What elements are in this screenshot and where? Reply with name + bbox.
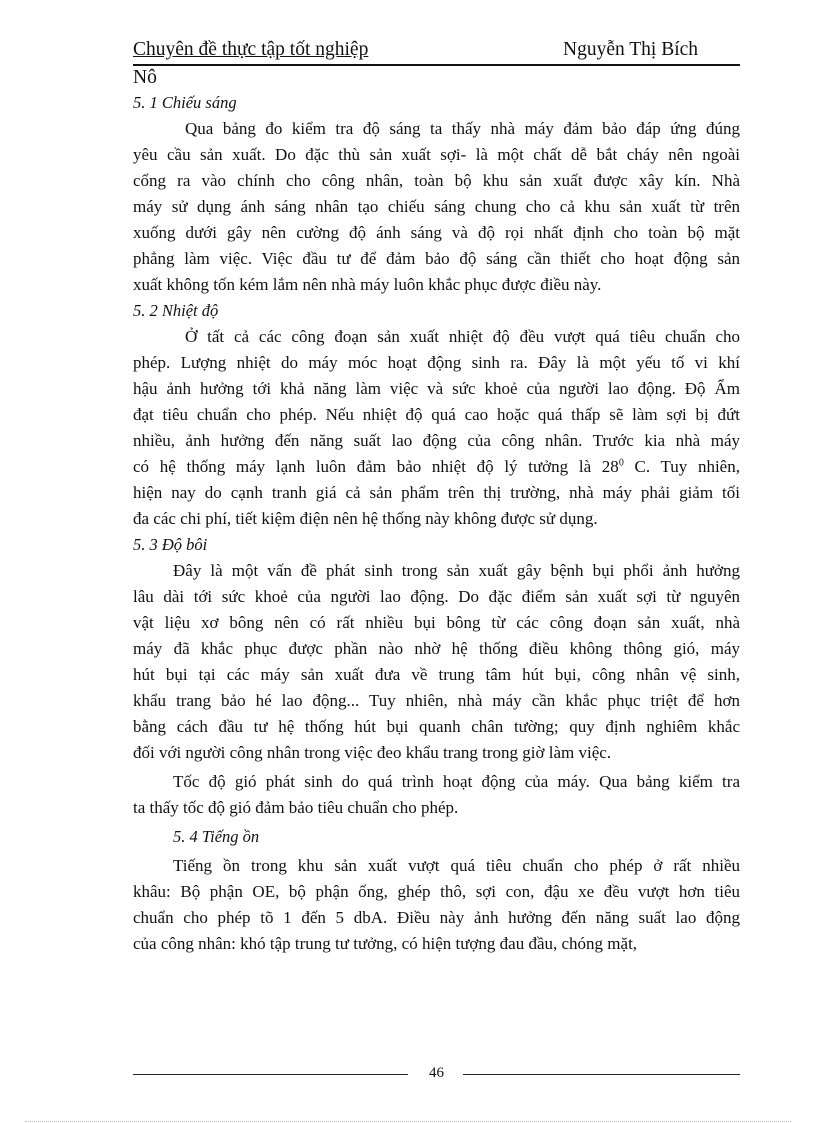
page-number: 46 — [429, 1065, 444, 1081]
text-line: của công nhân: khó tập trung tư tưởng, có hiện tượng đau đầu, chóng mặt, — [133, 934, 638, 953]
text-line: đạt tiêu chuẩn cho phép. Nếu nhiệt độ quá cao hoặc quá thấp sẽ làm sợi bị đứt — [133, 405, 740, 424]
text-line: nhiều, ảnh hưởng đến năng suất lao động của công nhân. Trước kia nhà máy — [133, 431, 740, 450]
text-line: phép. Lượng nhiệt do máy móc hoạt động sinh ra. Đây là một yếu tố vi khí — [133, 353, 740, 372]
header-author: Nguyễn Thị Bích — [563, 39, 699, 60]
text-line: Đây là một vấn đề phát sinh trong sản xuất gây bệnh bụi phổi ảnh hưởng — [173, 561, 740, 580]
text-line: ta thấy tốc độ gió đảm bảo tiêu chuẩn cho phép. — [133, 798, 459, 817]
paragraph-wind-speed — [133, 769, 740, 821]
text-line: chuẩn cho phép tõ 1 đến 5 dbA. Điều này ảnh hưởng đến năng suất lao động — [133, 908, 740, 927]
text-line: Ở tất cả các công đoạn sản xuất nhiệt độ đều vượt quá tiêu chuẩn cho — [185, 327, 740, 346]
text-line: xuất không tốn kém lắm nên nhà máy luôn khắc phục được điều này. — [133, 275, 602, 294]
text-line: vật liệu xơ bông nên có rất nhiều bụi bông từ các công đoạn sản xuất, nhà — [133, 613, 740, 632]
page-header — [133, 38, 740, 90]
section-heading-temperature: 5. 2 Nhiệt độ — [133, 301, 219, 320]
text-segment: có hệ thống máy lạnh luôn đảm bảo nhiệt độ lý tưởng là 28 — [133, 457, 619, 476]
text-line: bằng cách đầu tư hệ thống hút bụi quanh chân tường; quy định nghiêm khắc — [133, 717, 740, 736]
text-line: cổng ra vào chính cho công nhân, toàn bộ khu sản xuất được xây kín. Nhà — [133, 171, 740, 190]
section-heading-lighting: 5. 1 Chiếu sáng — [133, 93, 237, 112]
section-heading-dust: 5. 3 Độ bôi — [133, 535, 208, 554]
text-line: máy đã khắc phục được phần nào nhờ hệ thống điều không thông gió, máy — [133, 639, 740, 658]
paragraph-temperature — [133, 324, 740, 532]
text-line: lâu dài tới sức khoẻ của người lao động. Do đặc điểm sản xuất sợi từ nguyên — [133, 587, 740, 606]
text-line: yêu cầu sản xuất. Do đặc thù sản xuất sợi- là một chất dễ bắt cháy nên ngoài — [133, 145, 740, 164]
text-line: đa các chi phí, tiết kiệm điện nên hệ thống này không được sử dụng. — [133, 509, 598, 528]
header-title: Chuyên đề thực tập tốt nghiệp — [133, 39, 369, 60]
page-footer — [133, 1065, 740, 1085]
footer-rule-right — [463, 1074, 740, 1075]
text-line: máy sử dụng ánh sáng nhân tạo chiếu sáng chung cho cả khu sản xuất từ trên — [133, 197, 740, 216]
text-line: phẳng làm việc. Việc đầu tư để đảm bảo độ sáng cần thiết cho hoạt động sản — [133, 249, 740, 268]
document-body — [133, 90, 740, 957]
text-line: Tốc độ gió phát sinh do quá trình hoạt động của máy. Qua bảng kiểm tra — [173, 772, 740, 791]
text-line: hiện nay do cạnh tranh giá cả sản phẩm trên thị trường, nhà máy phải giảm tối — [133, 483, 740, 502]
paragraph-lighting — [133, 116, 740, 298]
paragraph-noise — [133, 853, 740, 957]
paragraph-dust — [133, 558, 740, 766]
superscript-degree: 0 — [618, 457, 624, 469]
text-line-with-superscript — [133, 454, 740, 480]
text-line: hút bụi tại các máy sản xuất đưa về trung tâm hút bụi, công nhân vệ sinh, — [133, 665, 740, 684]
header-author-continuation: Nô — [133, 67, 157, 88]
text-line: xuống dưới gây nên cường độ ánh sáng và độ rọi nhất định cho toàn bộ mặt — [133, 223, 740, 242]
text-segment: C. Tuy nhiên, — [623, 457, 740, 476]
header-rule — [133, 38, 740, 66]
text-line: đối với người công nhân trong việc đeo khẩu trang trong giờ làm việc. — [133, 743, 612, 762]
text-line: khâu: Bộ phận OE, bộ phận ống, ghép thô, sợi con, đậu xe đều vượt hơn tiêu — [133, 882, 740, 901]
page-bottom-border — [25, 1121, 791, 1122]
text-line: khẩu trang bảo hé lao động... Tuy nhiên, nhà máy cần khắc phục triệt để hơn — [133, 691, 740, 710]
section-heading-noise: 5. 4 Tiếng ồn — [173, 827, 260, 846]
text-line: hậu ảnh hưởng tới khả năng làm việc và sức khoẻ của người lao động. Độ Ẩm — [133, 379, 740, 398]
text-line: Tiếng ồn trong khu sản xuất vượt quá tiêu chuẩn cho phép ở rất nhiều — [173, 856, 740, 875]
text-line: Qua bảng đo kiểm tra độ sáng ta thấy nhà máy đảm bảo đáp ứng đúng — [185, 119, 740, 138]
